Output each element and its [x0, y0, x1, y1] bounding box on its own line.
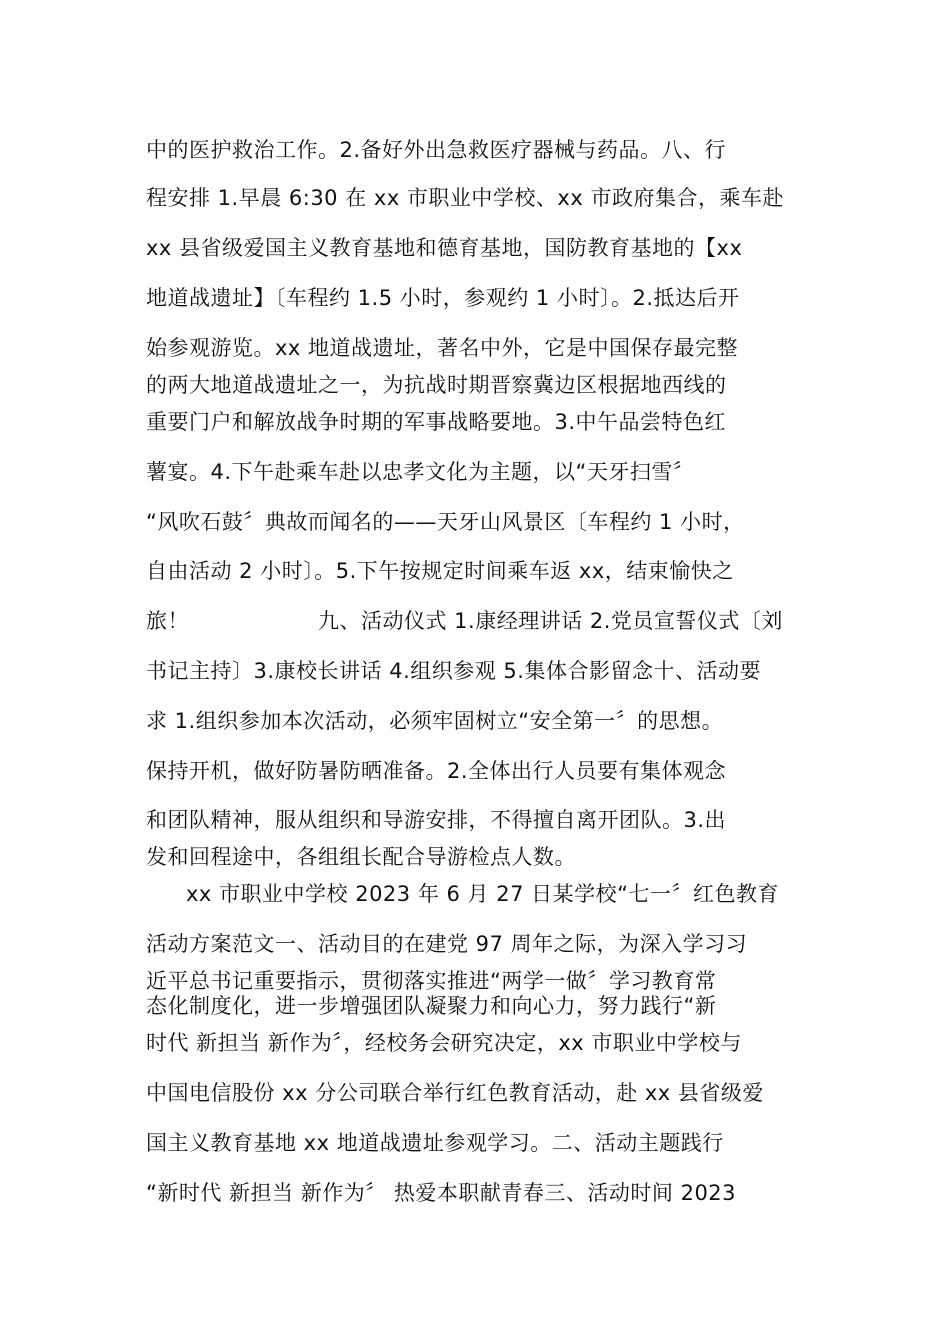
- text-line: 活动方案范文一、活动目的在建党 97 周年之际，为深入学习习: [146, 932, 748, 956]
- text-line: 的两大地道战遗址之一，为抗战时期晋察冀边区根据地西线的: [146, 373, 727, 397]
- text-line: xx 市职业中学校 2023 年 6 月 27 日某学校“七一〞红色教育: [186, 882, 779, 906]
- text-line: 求 1.组织参加本次活动，必须牢固树立“安全第一〞的思想。: [146, 709, 724, 733]
- text-line: 自由活动 2 小时〕。5.下午按规定时间乘车返 xx，结束愉快之: [146, 559, 734, 583]
- text-line: 中国电信股份 xx 分公司联合举行红色教育活动，赴 xx 县省级爱: [146, 1081, 764, 1105]
- text-line: 态化制度化，进一步增强团队凝聚力和向心力，努力践行“新: [146, 994, 717, 1018]
- text-line: 中的医护救治工作。2.备好外出急救医疗器械与药品。八、行: [146, 138, 727, 162]
- text-line: 书记主持〕3.康校长讲话 4.组织参观 5.集体合影留念十、活动要: [146, 659, 761, 683]
- text-line: 旅！ 九、活动仪式 1.康经理讲话 2.党员宣誓仪式〔刘: [146, 609, 783, 633]
- text-line: 始参观游览。xx 地道战遗址，著名中外，它是中国保存最完整: [146, 336, 739, 360]
- text-line: “新时代 新担当 新作为〞 热爱本职献青春三、活动时间 2023: [146, 1181, 737, 1205]
- text-line: 重要门户和解放战争时期的军事战略要地。3.中午品尝特色红: [146, 410, 727, 434]
- text-line: 时代 新担当 新作为〞，经校务会研究决定，xx 市职业中学校与: [146, 1031, 742, 1055]
- text-line: “风吹石鼓〞典故而闻名的——天牙山风景区〔车程约 1 小时，: [146, 510, 745, 534]
- text-line: 薯宴。4.下午赴乘车赴以忠孝文化为主题，以“天牙扫雪〞: [146, 460, 695, 484]
- text-line: 发和回程途中，各组组长配合导游检点人数。: [146, 845, 576, 869]
- text-line: 国主义教育基地 xx 地道战遗址参观学习。二、活动主题践行: [146, 1131, 724, 1155]
- text-line: 地道战遗址】〔车程约 1.5 小时，参观约 1 小时〕。2.抵达后开: [146, 286, 740, 310]
- text-line: 近平总书记重要指示，贯彻落实推进“两学一做〞学习教育常: [146, 969, 717, 993]
- text-line: 和团队精神，服从组织和导游安排，不得擅自离开团队。3.出: [146, 808, 727, 832]
- text-line: 程安排 1.早晨 6:30 在 xx 市职业中学校、xx 市政府集合，乘车赴: [146, 186, 784, 210]
- text-line: 保持开机，做好防暑防晒准备。2.全体出行人员要有集体观念: [146, 759, 727, 783]
- text-line: xx 县省级爱国主义教育基地和德育基地，国防教育基地的【xx: [146, 236, 743, 260]
